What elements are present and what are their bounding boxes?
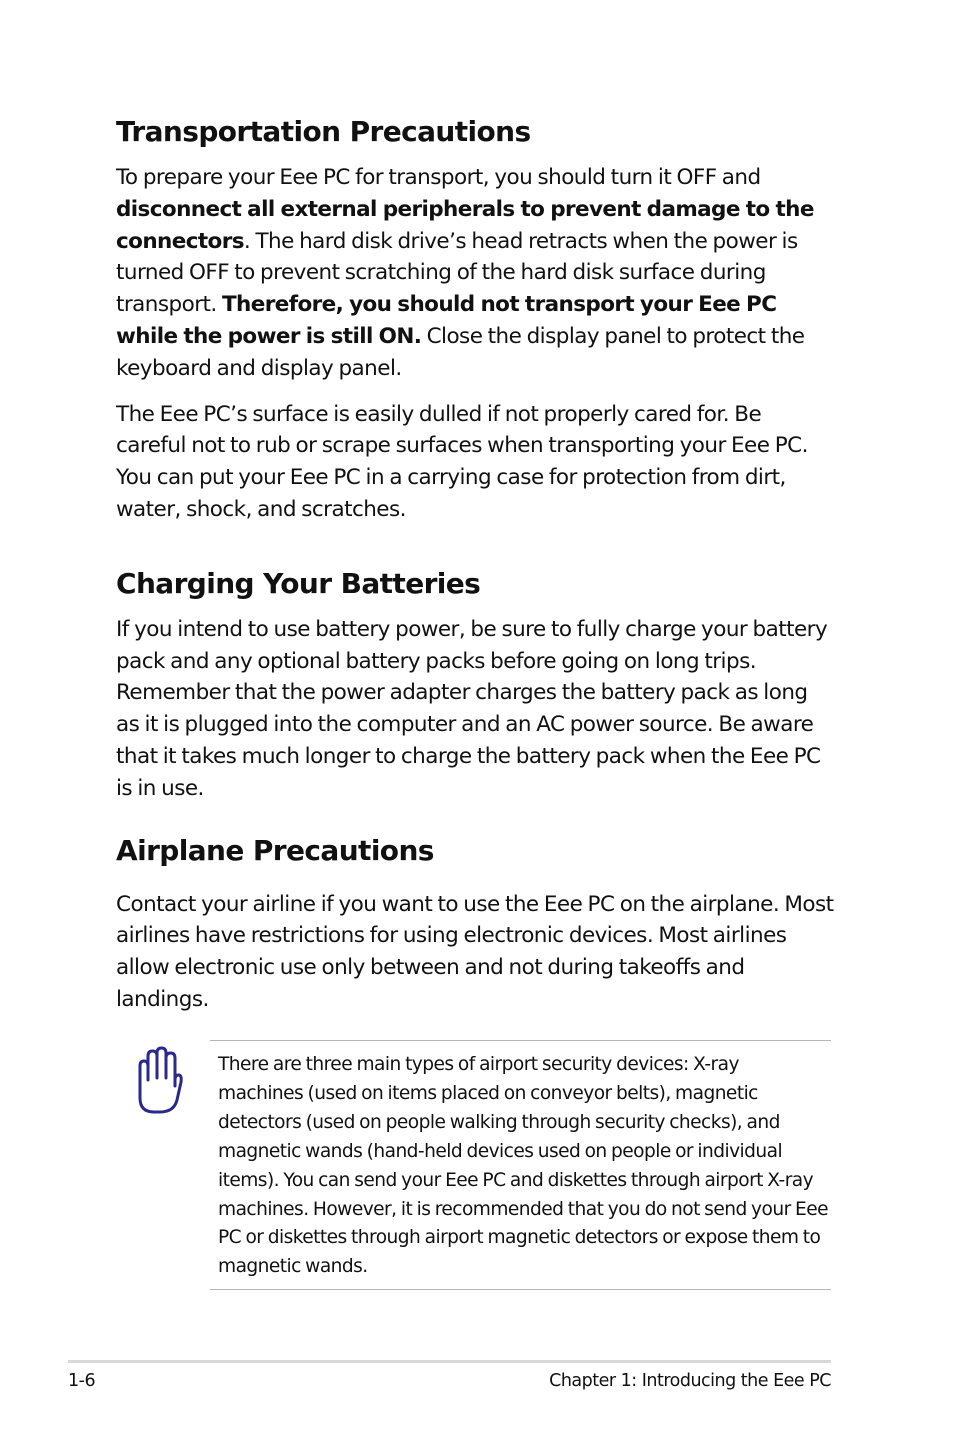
main-content: [116, 110, 834, 1016]
charging-paragraph: If you intend to use battery power, be sure to fully charge your battery pack and any optional battery packs before going on long trips. Remember that the power adapter charges the battery pack as long as it is plugged into the computer and an AC power source. Be aware that it takes much longer to charge the battery pack when the Eee PC is in use.: [116, 616, 828, 801]
section-title-transportation: Transportation Precautions: [116, 115, 531, 148]
note-text: There are three main types of airport security devices: X-ray machines (used on items placed on conveyor belts), magnetic detectors (used on people walking through security checks), and magnetic wands (hand-held devices used on people or individual items). You can send your Eee PC and diskettes through airport X-ray machines. However, it is recommended that you do not send your Eee PC or diskettes through airport magnetic detectors or expose them to magnetic wands.: [218, 1054, 829, 1278]
text-run: Close the display panel to protect the keyboard and display panel.: [116, 323, 805, 381]
section-title-airplane: Airplane Precautions: [116, 833, 434, 867]
chapter-title: Chapter 1: Introducing the Eee PC: [549, 1371, 831, 1391]
caution-note: [210, 1040, 831, 1290]
transport-paragraph-1: [116, 162, 834, 385]
page-footer: [68, 1360, 831, 1391]
text-run: To prepare your Eee PC for transport, you should turn it OFF and: [116, 165, 761, 190]
airplane-paragraph: Contact your airline if you want to use the Eee PC on the airplane. Most airlines have restrictions for using electronic devices. Most airlines allow electronic use only between and not during takeoffs and landings.: [116, 891, 834, 1012]
section-title-charging: Charging Your Batteries: [116, 566, 481, 600]
page-number: 1-6: [68, 1371, 96, 1391]
text-run-bold: disconnect all external peripherals to prevent damage to the connectors: [116, 196, 814, 254]
transport-paragraph-2: The Eee PC’s surface is easily dulled if not properly cared for. Be careful not to rub or scrape surfaces when transporting your Eee PC. You can put your Eee PC in a carrying case for protection from dirt, water, shock, and scratches.: [116, 401, 808, 522]
text-run-bold: Therefore, you should not transport your Eee PC while the power is still ON.: [116, 292, 777, 349]
hand-stop-icon: [132, 1046, 184, 1116]
text-run: . The hard disk drive’s head retracts when the power is turned OFF to prevent scratching of the hard disk surface during transport.: [116, 228, 798, 318]
